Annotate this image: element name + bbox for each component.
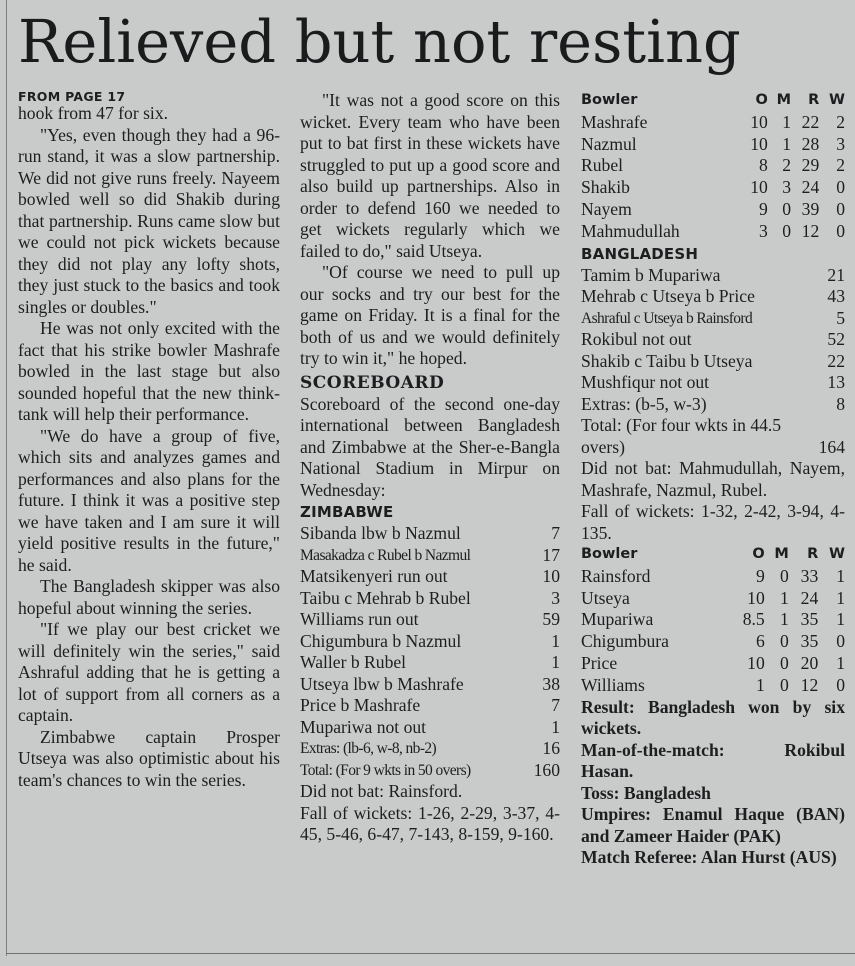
bangladesh-total-label: Total: (For four wkts in 44.5 overs) — [581, 415, 782, 457]
batting-row — [300, 717, 560, 739]
bowling-figure: 0 — [836, 674, 845, 695]
batting-row — [581, 265, 845, 287]
bowler-name: Williams — [581, 674, 645, 695]
bangladesh-total-runs: 164 — [818, 436, 845, 457]
batsman-dismissal: Williams run out — [300, 609, 419, 629]
toss: Toss: Bangladesh — [581, 782, 711, 803]
bowling-figure: 0 — [782, 198, 792, 219]
zimbabwe-did-not-bat: Did not bat: Rainsford. — [300, 781, 463, 801]
batting-row — [581, 372, 845, 394]
article-paragraph: The Bangladesh skipper was also hopeful about winning the series. — [18, 576, 280, 618]
batting-row — [300, 738, 560, 760]
zimbabwe-batting-list — [300, 523, 560, 781]
batsman-dismissal: Tamim b Mupariwa — [581, 264, 721, 285]
article-paragraph: "Yes, even though they had a 96-run stand, it was a slow partnership. We did not give runs freely. Nayeem bowled well so did Shakib during that partnership. Runs came slow but we could not pick wickets because they did not play any lofty shots, they just stuck to the basics and took singles or doubles." — [18, 124, 280, 317]
article-paragraph: He was not only excited with the fact that his strike bowler Mashrafe bowled in the last stage but also sounded hopeful that the new think-tank will help their performance. — [18, 318, 280, 424]
bowling-figure: 2 — [836, 111, 845, 132]
batsman-runs: 5 — [836, 307, 845, 328]
batsman-dismissal: Extras: (lb-6, w-8, nb-2) — [300, 740, 437, 757]
bowling-row — [581, 134, 845, 156]
batting-row — [300, 523, 560, 545]
bowling-figure: 2 — [836, 155, 845, 176]
batsman-dismissal: Waller b Rubel — [300, 652, 407, 672]
bowler-name: Price — [581, 653, 618, 674]
bowling-figure: 0 — [780, 674, 789, 695]
bowling-figure: 24 — [800, 587, 819, 608]
bowling-figure: 1 — [836, 609, 845, 630]
bowling-figure: 1 — [780, 609, 789, 630]
bowling-header-cell: W — [829, 546, 845, 563]
bowling-figure: 1 — [755, 674, 765, 695]
batsman-runs: 43 — [827, 286, 845, 307]
bowling-figure: 1 — [782, 133, 792, 154]
bowling-figure: 1 — [780, 587, 789, 608]
bangladesh-bowling-table — [581, 90, 845, 243]
bowler-name: Rubel — [581, 155, 624, 176]
bowling-figure: 22 — [801, 111, 820, 132]
batsman-runs: 1 — [551, 716, 560, 737]
batsman-dismissal: Extras: (b-5, w-3) — [581, 393, 707, 414]
bowling-row — [581, 588, 845, 610]
bowling-figure: 8 — [759, 155, 768, 176]
batsman-runs: 7 — [551, 523, 560, 543]
bangladesh-batting-list — [581, 265, 845, 416]
batsman-runs: 16 — [542, 738, 560, 758]
batsman-runs: 22 — [827, 350, 845, 371]
bowling-header-cell: O — [755, 92, 768, 108]
zimbabwe-fall-of-wickets: Fall of wickets: 1-26, 2-29, 3-37, 4-45, 5-46, 6-47, 7-143, 8-159, 9-160. — [300, 802, 560, 844]
batting-row — [300, 652, 560, 674]
headline: Relieved but not resting — [18, 7, 741, 76]
bowling-figure: 0 — [780, 565, 789, 586]
batsman-dismissal: Utseya lbw b Mashrafe — [300, 673, 464, 694]
bowling-figure: 1 — [836, 587, 845, 608]
man-of-the-match: Man-of-the-match: Rokibul Hasan. — [581, 739, 845, 782]
bowling-figure: 1 — [782, 111, 792, 132]
bowling-figure: 10 — [750, 111, 768, 132]
batsman-runs: 7 — [551, 695, 560, 715]
batsman-runs: 13 — [827, 372, 845, 393]
bowler-name: Nazmul — [581, 133, 637, 154]
batting-row — [300, 566, 560, 588]
batsman-dismissal: Sibanda lbw b Nazmul — [300, 523, 461, 543]
bowling-row — [581, 221, 845, 243]
bowling-figure: 28 — [801, 133, 820, 154]
batting-row — [581, 329, 845, 351]
batsman-dismissal: Ashraful c Utseya b Rainsford — [581, 309, 753, 327]
article-paragraph: "Of course we need to pull up our socks and try our best for the game on Friday. It is a final for the both of us and we would definitely try to win it," he hoped. — [300, 262, 560, 368]
scoreboard-heading: SCOREBOARD — [300, 372, 445, 393]
bowling-figure: 2 — [782, 155, 792, 176]
batsman-runs: 8 — [836, 393, 845, 414]
bowler-name: Mahmudullah — [581, 220, 680, 241]
bowling-header-cell: Bowler — [581, 92, 638, 108]
batsman-dismissal: Total: (For 9 wkts in 50 overs) — [300, 761, 471, 779]
bowling-figure: 10 — [750, 133, 768, 154]
bowling-figure: 1 — [836, 565, 845, 586]
article-paragraph: hook from 47 for six. — [18, 103, 169, 123]
bowling-figure: 39 — [801, 198, 820, 219]
batting-row — [581, 351, 845, 373]
bowling-figure: 3 — [836, 133, 845, 154]
bowling-figure: 12 — [801, 220, 820, 241]
batsman-runs: 21 — [827, 264, 845, 285]
bowling-figure: 0 — [836, 220, 845, 241]
batsman-runs: 160 — [533, 759, 560, 780]
scoreboard-column-3 — [581, 90, 845, 869]
bowling-figure: 0 — [780, 653, 789, 674]
bowling-row — [581, 199, 845, 221]
match-result: Result: Bangladesh won by six wickets. — [581, 696, 845, 739]
batsman-dismissal: Mushfiqur not out — [581, 372, 710, 393]
bowling-header-cell: R — [807, 546, 819, 563]
bowling-row — [581, 675, 845, 697]
bowling-header-cell: M — [774, 546, 789, 563]
bowler-name: Rainsford — [581, 565, 651, 586]
batsman-runs: 38 — [542, 673, 560, 694]
bangladesh-fall-of-wickets: Fall of wickets: 1-32, 2-42, 3-94, 4-135. — [581, 501, 845, 543]
bowling-header-cell: W — [829, 92, 845, 108]
bowling-figure: 24 — [801, 177, 820, 198]
bowling-figure: 29 — [801, 155, 820, 176]
bowling-header-cell: Bowler — [581, 546, 638, 563]
bowling-figure: 9 — [759, 198, 768, 219]
batsman-dismissal: Price b Mashrafe — [300, 695, 421, 715]
batsman-dismissal: Masakadza c Rubel b Nazmul — [300, 546, 471, 564]
bowler-name: Nayem — [581, 198, 632, 219]
bowling-figure: 35 — [800, 609, 819, 630]
bowling-figure: 20 — [800, 653, 819, 674]
batsman-dismissal: Mupariwa not out — [300, 716, 427, 737]
batsman-dismissal: Rokibul not out — [581, 329, 692, 350]
bowling-figure: 0 — [836, 631, 845, 652]
continuation-kicker: FROM PAGE 17 — [18, 89, 126, 104]
bowling-figure: 9 — [755, 565, 765, 586]
batsman-dismissal: Taibu c Mehrab b Rubel — [300, 587, 471, 608]
batting-row — [300, 695, 560, 717]
bowling-header-row — [581, 90, 845, 112]
batsman-runs: 1 — [551, 652, 560, 672]
bowling-figure: 10 — [747, 653, 765, 674]
batsman-dismissal: Matsikenyeri run out — [300, 566, 448, 586]
bowling-row — [581, 653, 845, 675]
batsman-runs: 59 — [542, 609, 560, 629]
article-paragraph: Zimbabwe captain Prosper Utseya was also optimistic about his team's chances to win the series. — [18, 726, 280, 790]
bowling-header-row — [581, 544, 845, 566]
bowling-header-cell: M — [776, 92, 792, 108]
zimbabwe-heading: ZIMBABWE — [300, 503, 394, 521]
batting-row — [581, 394, 845, 416]
batting-row — [300, 588, 560, 610]
bowling-figure: 1 — [836, 653, 845, 674]
bangladesh-did-not-bat: Did not bat: Mahmudullah, Nayem, Mashrafe, Nazmul, Rubel. — [581, 458, 845, 500]
bowling-figure: 0 — [836, 177, 845, 198]
bowling-row — [581, 155, 845, 177]
bowling-header-cell: R — [808, 92, 820, 108]
umpires: Umpires: Enamul Haque (BAN) and Zameer Haider (PAK) — [581, 804, 845, 846]
batting-row — [300, 609, 560, 631]
bowling-figure: 6 — [755, 631, 765, 652]
article-paragraph: "It was not a good score on this wicket. Every team who have been put to bat first in these wickets have struggled to put up a good score and also build up partnerships. Also in order to defend 160 we needed to get wickets regularly which we failed to do," said Utseya. — [300, 90, 560, 261]
bowling-row — [581, 112, 845, 134]
batsman-runs: 3 — [551, 587, 560, 608]
batting-row — [300, 674, 560, 696]
batsman-runs: 10 — [542, 566, 560, 586]
article-column-2 — [300, 90, 560, 846]
batsman-runs: 1 — [551, 630, 560, 651]
batting-row — [581, 308, 845, 330]
bowling-figure: 10 — [750, 177, 768, 198]
zimbabwe-bowling-table — [581, 544, 845, 697]
bowling-figure: 0 — [836, 198, 845, 219]
article-column-1 — [18, 90, 280, 791]
bangladesh-total-row — [581, 415, 845, 458]
column-rule — [6, 0, 7, 956]
bowler-name: Mashrafe — [581, 111, 648, 132]
article-paragraph: "We do have a group of five, which sits and analyzes games and performances and also plans for the future. I think it was a positive step we have taken and I am sure it will yield positive results in the future," he said. — [18, 425, 280, 575]
bowling-figure: 3 — [782, 177, 792, 198]
batsman-dismissal: Mehrab c Utseya b Price — [581, 286, 755, 307]
batting-row — [300, 631, 560, 653]
bowler-name: Mupariwa — [581, 609, 654, 630]
bowling-figure: 3 — [759, 220, 768, 241]
bowling-header-cell: O — [752, 546, 765, 563]
bowling-figure: 0 — [780, 631, 789, 652]
bowling-row — [581, 177, 845, 199]
bowling-figure: 10 — [747, 587, 765, 608]
page-rule — [6, 953, 855, 954]
batsman-dismissal: Shakib c Taibu b Utseya — [581, 350, 753, 371]
bowling-figure: 8.5 — [742, 609, 765, 630]
batting-row — [581, 286, 845, 308]
bowling-figure: 35 — [800, 631, 819, 652]
bowler-name: Chigumbura — [581, 631, 669, 652]
batsman-dismissal: Chigumbura b Nazmul — [300, 630, 462, 651]
bowling-figure: 33 — [800, 565, 819, 586]
article-paragraph: "If we play our best cricket we will definitely win the series," said Ashraful adding that he is getting a lot of support from all corners as a captain. — [18, 619, 280, 725]
batting-row — [300, 760, 560, 782]
bowling-figure: 12 — [800, 674, 819, 695]
bowling-row — [581, 631, 845, 653]
batting-row — [300, 545, 560, 567]
bowler-name: Utseya — [581, 587, 630, 608]
bowling-row — [581, 609, 845, 631]
bowling-row — [581, 566, 845, 588]
match-referee: Match Referee: Alan Hurst (AUS) — [581, 847, 837, 868]
batsman-runs: 52 — [827, 329, 845, 350]
scoreboard-intro: Scoreboard of the second one-day international between Bangladesh and Zimbabwe at the Sher-e-Bangla National Stadium in Mirpur on Wednesday: — [300, 393, 560, 500]
bowling-figure: 0 — [782, 220, 792, 241]
batsman-runs: 17 — [542, 544, 560, 565]
bangladesh-heading: BANGLADESH — [581, 244, 699, 263]
bowler-name: Shakib — [581, 177, 630, 198]
